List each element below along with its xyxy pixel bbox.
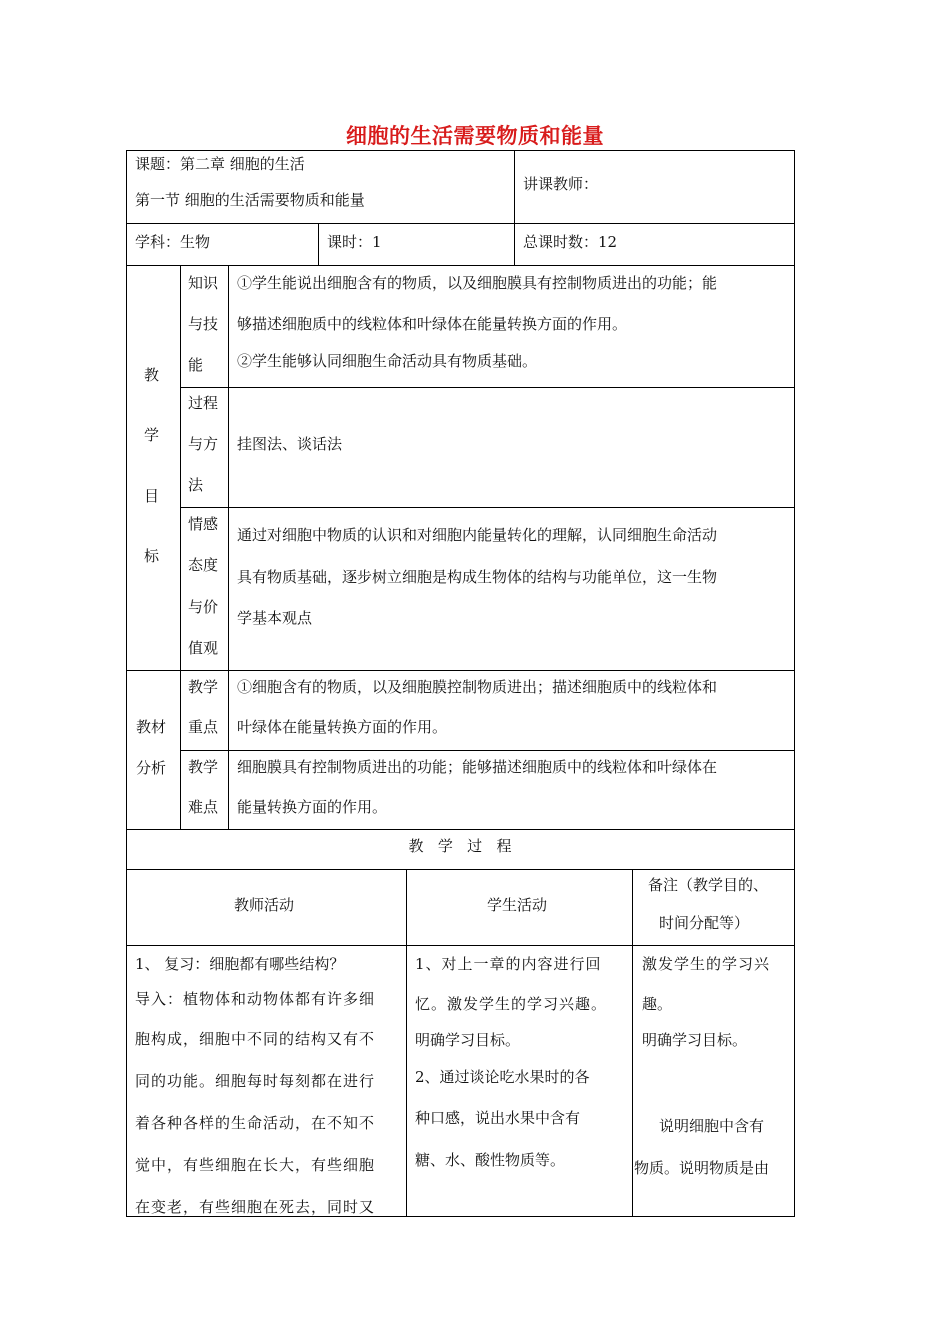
subject-label: 学科：生物	[135, 233, 211, 251]
emotion-content: 通过对细胞中物质的认识和对细胞内能量转化的理解，认同细胞生命活动	[237, 526, 718, 544]
student-activity-line: 种口感，说出水果中含有	[415, 1109, 581, 1127]
table-border	[126, 223, 795, 224]
notes-line: 说明细胞中含有	[659, 1117, 765, 1135]
emotion-label: 态度	[188, 556, 219, 574]
table-border	[180, 750, 795, 751]
student-activity-line: 2、通过谈论吃水果时的各	[415, 1068, 590, 1086]
emotion-content: 具有物质基础，逐步树立细胞是构成生物体的结构与功能单位，这一生物	[237, 568, 718, 586]
difficulties-content: 能量转换方面的作用。	[237, 798, 388, 816]
difficulties-content: 细胞膜具有控制物质进出的功能；能够描述细胞质中的线粒体和叶绿体在	[237, 758, 718, 776]
student-activity-line: 糖、水、酸性物质等。	[415, 1151, 566, 1169]
knowledge-label: 与技	[188, 315, 219, 333]
analysis-label: 教材	[136, 718, 167, 736]
process-content: 挂图法、谈话法	[237, 435, 343, 453]
knowledge-content: 够描述细胞质中的线粒体和叶绿体在能量转换方面的作用。	[237, 315, 628, 333]
objectives-label-char: 标	[144, 547, 160, 565]
key-points-label: 教学	[188, 678, 219, 696]
knowledge-label: 能	[188, 356, 204, 374]
periods-label: 课时：1	[327, 233, 382, 251]
table-border	[126, 670, 795, 671]
emotion-label: 值观	[188, 639, 219, 657]
table-border	[126, 150, 127, 1217]
objectives-label-char: 教	[144, 366, 160, 384]
teacher-activity-line: 觉中，有些细胞在长大，有些细胞	[135, 1156, 376, 1174]
table-border	[318, 223, 319, 266]
objectives-label-char: 学	[144, 426, 160, 444]
key-points-content: 叶绿体在能量转换方面的作用。	[237, 718, 448, 736]
student-activity-line: 1、对上一章的内容进行回	[415, 955, 602, 973]
topic-line-2: 第一节 细胞的生活需要物质和能量	[135, 191, 365, 209]
teacher-activity-line: 在变老，有些细胞在死去，同时又	[135, 1198, 376, 1216]
table-border	[228, 265, 229, 830]
table-border	[794, 150, 795, 1217]
teacher-activity-line: 导入：植物体和动物体都有许多细	[135, 990, 376, 1008]
emotion-label: 情感	[188, 515, 219, 533]
teacher-activity-line: 1、 复习：细胞都有哪些结构？	[135, 955, 345, 973]
table-border	[126, 869, 795, 870]
table-border	[406, 869, 407, 1217]
key-points-label: 重点	[188, 718, 219, 736]
process-label: 法	[188, 476, 204, 494]
teacher-activity-line: 同的功能。细胞每时每刻都在进行	[135, 1072, 376, 1090]
notes-header: 备注（教学目的、	[648, 876, 769, 894]
teacher-activity-header: 教师活动	[234, 896, 295, 914]
key-points-content: ①细胞含有的物质，以及细胞膜控制物质进出；描述细胞质中的线粒体和	[237, 678, 718, 696]
teacher-label: 讲课教师：	[523, 175, 599, 193]
knowledge-label: 知识	[188, 274, 219, 292]
table-border	[514, 150, 515, 266]
notes-line: 物质。说明物质是由	[634, 1159, 770, 1177]
notes-line: 激发学生的学习兴	[642, 955, 771, 973]
difficulties-label: 教学	[188, 758, 219, 776]
emotion-label: 与价	[188, 598, 219, 616]
student-activity-line: 忆。激发学生的学习兴趣。	[415, 995, 608, 1013]
table-border	[180, 387, 795, 388]
emotion-content: 学基本观点	[237, 609, 313, 627]
table-border	[126, 945, 795, 946]
table-border	[126, 265, 795, 266]
notes-line: 趣。	[642, 995, 673, 1013]
analysis-label: 分析	[136, 759, 167, 777]
table-border	[180, 507, 795, 508]
document-title: 细胞的生活需要物质和能量	[346, 123, 604, 148]
student-activity-line: 明确学习目标。	[415, 1031, 521, 1049]
knowledge-content: ①学生能说出细胞含有的物质，以及细胞膜具有控制物质进出的功能；能	[237, 274, 718, 292]
student-activity-header: 学生活动	[487, 896, 548, 914]
table-border	[180, 265, 181, 830]
topic-line-1: 课题：第二章 细胞的生活	[135, 155, 305, 173]
notes-line: 明确学习目标。	[642, 1031, 748, 1049]
difficulties-label: 难点	[188, 798, 219, 816]
knowledge-content: ②学生能够认同细胞生命活动具有物质基础。	[237, 352, 538, 370]
objectives-label-char: 目	[144, 487, 160, 505]
notes-header: 时间分配等）	[659, 914, 750, 932]
table-border	[126, 150, 795, 151]
table-border	[126, 829, 795, 830]
total-periods-label: 总课时数：12	[523, 233, 618, 251]
process-label: 过程	[188, 394, 219, 412]
process-label: 与方	[188, 435, 219, 453]
teacher-activity-line: 胞构成，细胞中不同的结构又有不	[135, 1030, 376, 1048]
teacher-activity-line: 着各种各样的生命活动，在不知不	[135, 1114, 376, 1132]
table-border	[632, 869, 633, 1217]
process-header: 教 学 过 程	[408, 837, 512, 855]
